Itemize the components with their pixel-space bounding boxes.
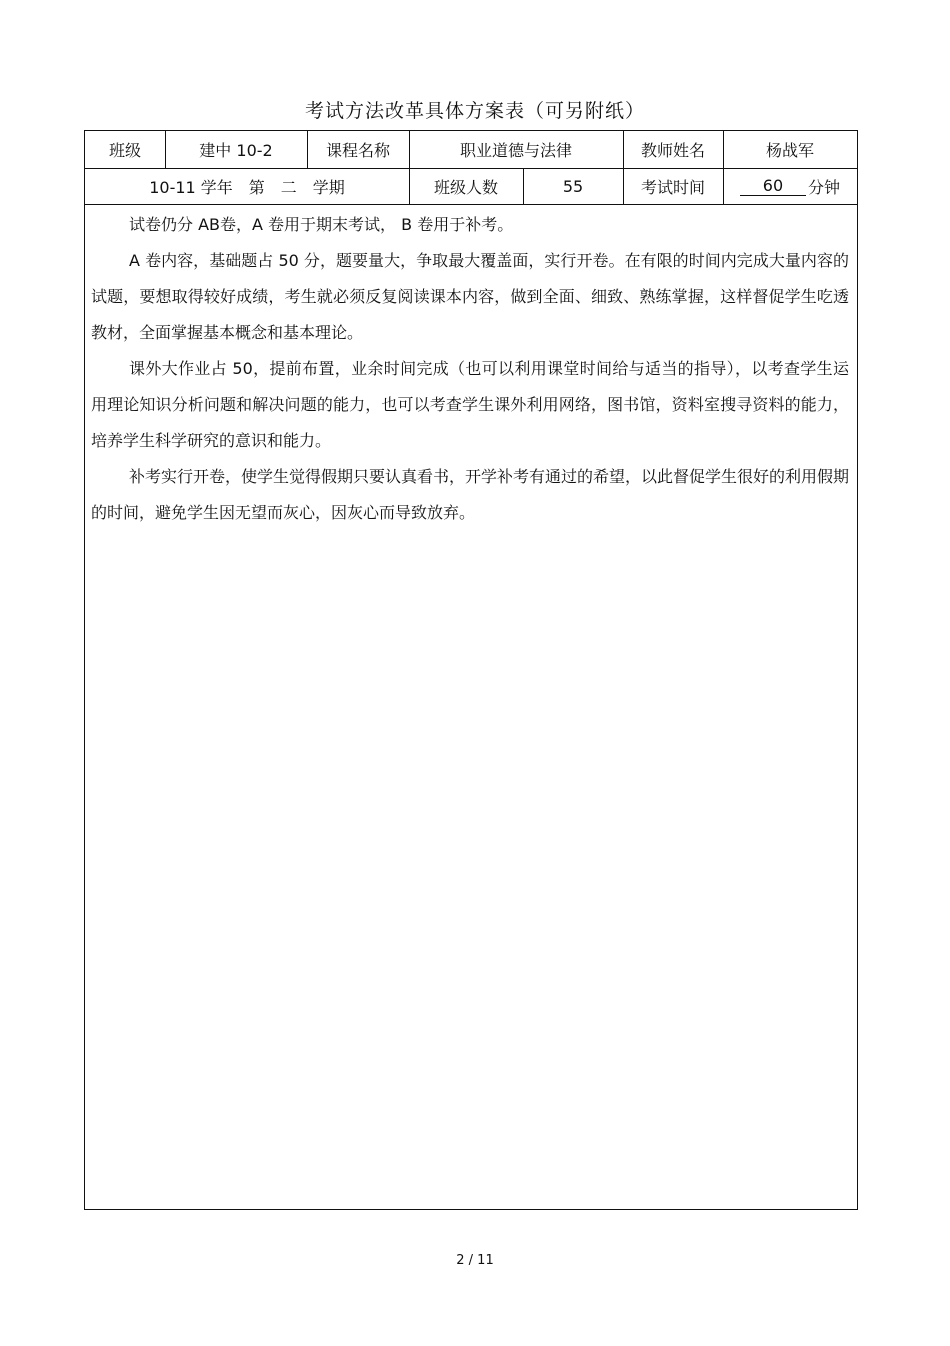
class-count-label: 班级人数 <box>433 177 498 197</box>
plan-form-table <box>84 130 858 1210</box>
class-count-value: 55 <box>562 176 584 196</box>
info-row <box>85 168 857 205</box>
paragraph: 课外大作业占 50，提前布置，业余时间完成（也可以利用课堂时间给与适当的指导），以考查学生运用理论知识分析问题和解决问题的能力，也可以考查学生课外利用网络，图书馆，资料室搜寻资料的能力，培养学生科学研究的意识和能力。 <box>91 359 849 450</box>
exam-time-value: 60 <box>740 177 806 196</box>
class-value: 建中 10-2 <box>199 141 273 160</box>
exam-time-cell <box>723 168 857 204</box>
page-title: 考试方法改革具体方案表（可另附纸） <box>304 100 645 122</box>
paragraph: 试卷仍分 AB卷，A 卷用于期末考试， B 卷用于补考。 <box>129 215 514 234</box>
teacher-label: 教师姓名 <box>640 141 705 160</box>
plan-description <box>91 207 849 531</box>
term-text: 10-11 学年 第 二 学期 <box>149 177 345 197</box>
paragraph: 补考实行开卷，使学生觉得假期只要认真看书，开学补考有通过的希望，以此督促学生很好的利用假期的时间，避免学生因无望而灰心，因灰心而导致放弃。 <box>91 467 850 522</box>
course-value: 职业道德与法律 <box>459 141 572 160</box>
exam-time-unit: 分钟 <box>807 177 840 197</box>
teacher-value: 杨战军 <box>765 141 814 160</box>
class-label: 班级 <box>108 141 141 160</box>
paragraph: A 卷内容，基础题占 50 分，题要量大，争取最大覆盖面，实行开卷。在有限的时间内完成大量内容的试题，要想取得较好成绩，考生就必须反复阅读课本内容，做到全面、细致、熟练掌握，这样督促学生吃透教材，全面掌握基本概念和基本理论。 <box>91 251 849 342</box>
course-label: 课程名称 <box>325 141 390 160</box>
exam-time-label: 考试时间 <box>640 177 705 197</box>
header-row <box>85 131 857 169</box>
page-number: 2 / 11 <box>456 1253 494 1268</box>
